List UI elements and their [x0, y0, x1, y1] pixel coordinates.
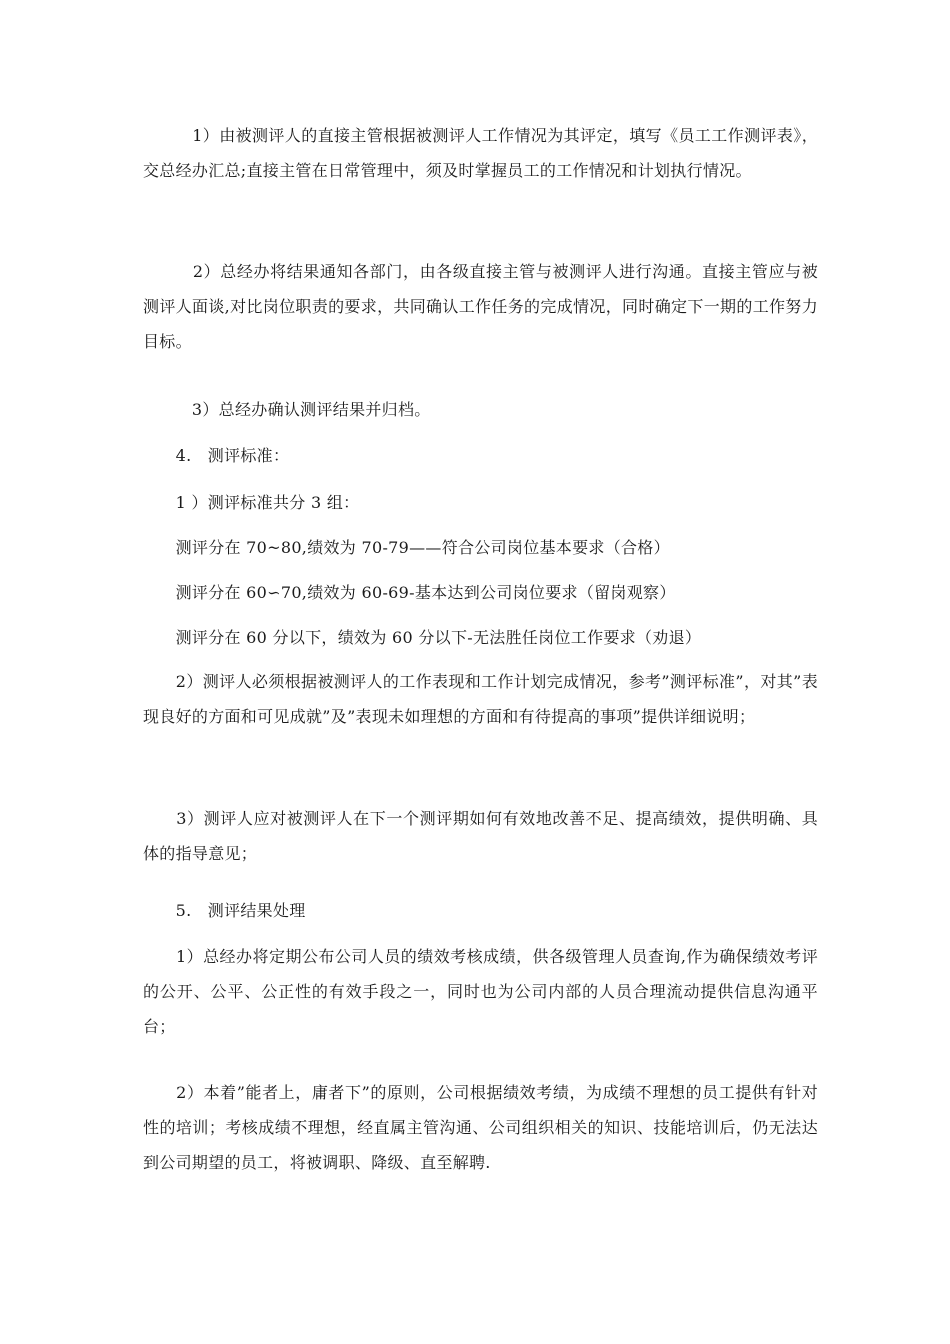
- paragraph-publish-results: 1）总经办将定期公布公司人员的绩效考核成绩，供各级管理人员查询,作为确保绩效考评的公开、公平、公正性的有效手段之一，同时也为公司内部的人员合理流动提供信息沟通平台；: [143, 947, 818, 1036]
- paragraph-confirm-and-archive: 3）总经办确认测评结果并归档。: [143, 400, 431, 419]
- standard-item-qualified: 测评分在 70~80,绩效为 70-79——符合公司岗位基本要求（合格）: [143, 538, 670, 557]
- standard-item-observation: 测评分在 60∽70,绩效为 60-69-基本达到公司岗位要求（留岗观察）: [143, 583, 676, 602]
- section-heading-evaluation-standards: 4. 测评标准：: [143, 446, 290, 465]
- paragraph-evaluation-by-supervisor: 1）由被测评人的直接主管根据被测评人工作情况为其评定，填写《员工工作测评表》，交总经办汇总;直接主管在日常管理中，须及时掌握员工的工作情况和计划执行情况。: [143, 126, 818, 180]
- paragraph-evaluator-guidance: 3）测评人应对被测评人在下一个测评期如何有效地改善不足、提高绩效，提供明确、具体的指导意见；: [143, 809, 818, 863]
- section-heading-result-handling: 5. 测评结果处理: [143, 901, 306, 920]
- standard-item-dismissal: 测评分在 60 分以下，绩效为 60 分以下-无法胜任岗位工作要求（劝退）: [143, 628, 702, 647]
- paragraph-standards-three-groups: 1 ）测评标准共分 3 组：: [143, 493, 360, 512]
- paragraph-evaluator-must-explain: 2）测评人必须根据被测评人的工作表现和工作计划完成情况，参考”测评标准”，对其”表现良好的方面和可见成就”及”表现未如理想的方面和有待提高的事项”提供详细说明；: [143, 672, 818, 726]
- paragraph-training-and-dismissal: 2）本着”能者上，庸者下”的原则，公司根据绩效考绩，为成绩不理想的员工提供有针对性的培训；考核成绩不理想，经直属主管沟通、公司组织相关的知识、技能培训后，仍无法达到公司期望的员工，将被调职、降级、直至解聘.: [143, 1083, 818, 1172]
- paragraph-notify-departments: 2）总经办将结果通知各部门，由各级直接主管与被测评人进行沟通。直接主管应与被测评人面谈,对比岗位职责的要求，共同确认工作任务的完成情况，同时确定下一期的工作努力目标。: [143, 262, 818, 351]
